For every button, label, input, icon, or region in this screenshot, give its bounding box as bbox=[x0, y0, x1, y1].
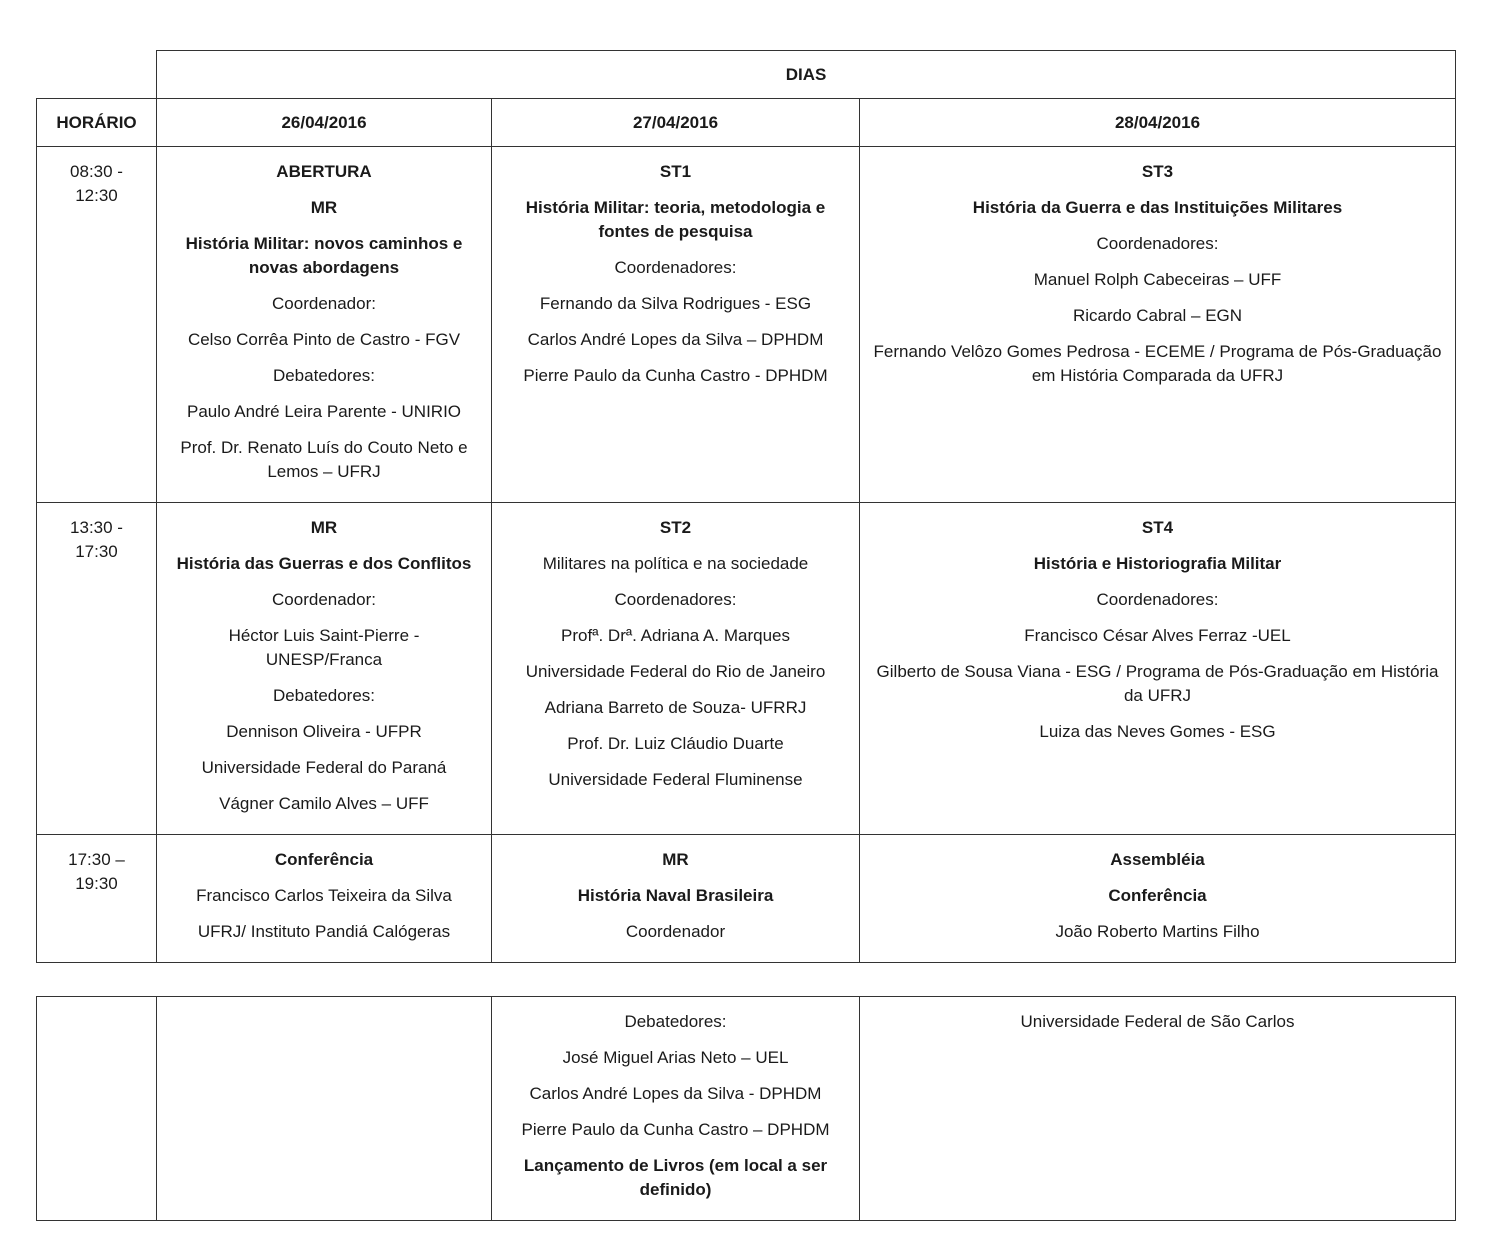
session-line: Carlos André Lopes da Silva – DPHDM bbox=[527, 330, 824, 349]
session-row-morning bbox=[37, 147, 1456, 503]
time-start: 08:30 - bbox=[70, 162, 123, 181]
session-line: Coordenador bbox=[625, 922, 726, 941]
days-header-row bbox=[37, 51, 1456, 99]
session-line: Carlos André Lopes da Silva - DPHDM bbox=[529, 1084, 822, 1103]
session-line: Debatedores: bbox=[272, 366, 376, 385]
session-heading: Conferência bbox=[1108, 886, 1207, 905]
session-line: Universidade Federal do Rio de Janeiro bbox=[525, 662, 826, 681]
session-heading: ST1 bbox=[659, 162, 692, 181]
session-line: Dennison Oliveira - UFPR bbox=[226, 722, 422, 741]
continuation-table bbox=[36, 996, 1456, 1221]
date-header-day3: 28/04/2016 bbox=[860, 99, 1456, 147]
session-line: Fernando Velôzo Gomes Pedrosa - ECEME / Programa de Pós-Graduação em História Comparada da UFRJ bbox=[873, 342, 1442, 385]
session-row-afternoon bbox=[37, 503, 1456, 835]
days-header: DIAS bbox=[157, 51, 1456, 99]
session-heading: Conferência bbox=[274, 850, 374, 869]
session-heading: MR bbox=[662, 850, 689, 869]
session-line: Pierre Paulo da Cunha Castro – DPHDM bbox=[521, 1120, 830, 1139]
session-heading: MR bbox=[310, 198, 338, 217]
session-line: Universidade Federal do Paraná bbox=[201, 758, 447, 777]
session-line: Luiza das Neves Gomes - ESG bbox=[1039, 722, 1276, 741]
session-heading: História da Guerra e das Instituições Militares bbox=[972, 198, 1343, 217]
session-heading: História Naval Brasileira bbox=[577, 886, 774, 905]
time-end: 19:30 bbox=[75, 874, 118, 893]
session-cell bbox=[860, 147, 1456, 503]
session-line: Pierre Paulo da Cunha Castro - DPHDM bbox=[523, 366, 828, 385]
session-line: Militares na política e na sociedade bbox=[542, 554, 809, 573]
session-heading: ST3 bbox=[1141, 162, 1174, 181]
session-line: Manuel Rolph Cabeceiras – UFF bbox=[1033, 270, 1282, 289]
continuation-cell bbox=[157, 997, 492, 1221]
session-heading: História das Guerras e dos Conflitos bbox=[176, 554, 472, 573]
time-start: 13:30 - bbox=[70, 518, 123, 537]
corner-blank-cell bbox=[37, 51, 157, 99]
session-line: Coordenador: bbox=[272, 294, 376, 313]
session-line: Debatedores: bbox=[272, 686, 376, 705]
session-cell bbox=[860, 503, 1456, 835]
session-line: Fernando da Silva Rodrigues - ESG bbox=[539, 294, 812, 313]
session-line: UFRJ/ Instituto Pandiá Calógeras bbox=[197, 922, 451, 941]
session-line: Universidade Federal Fluminense bbox=[548, 770, 803, 789]
session-heading: ST2 bbox=[659, 518, 692, 537]
session-line: Héctor Luis Saint-Pierre - UNESP/Franca bbox=[228, 626, 420, 669]
time-start: 17:30 – bbox=[68, 850, 125, 869]
session-line: Coordenadores: bbox=[1096, 590, 1219, 609]
session-line: Ricardo Cabral – EGN bbox=[1072, 306, 1243, 325]
session-line: Vágner Camilo Alves – UFF bbox=[219, 794, 429, 813]
session-line: Debatedores: bbox=[624, 1012, 727, 1031]
session-row-evening bbox=[37, 835, 1456, 963]
session-line: Gilberto de Sousa Viana - ESG / Programa de Pós-Graduação em História da UFRJ bbox=[876, 662, 1439, 705]
time-cell bbox=[37, 835, 157, 963]
schedule-table bbox=[36, 50, 1456, 963]
date-header-day2: 27/04/2016 bbox=[492, 99, 860, 147]
time-cell bbox=[37, 503, 157, 835]
time-cell bbox=[37, 147, 157, 503]
session-line: Celso Corrêa Pinto de Castro - FGV bbox=[187, 330, 461, 349]
session-heading: História Militar: teoria, metodologia e fontes de pesquisa bbox=[525, 198, 826, 241]
session-heading: MR bbox=[310, 518, 338, 537]
continuation-time-cell bbox=[37, 997, 157, 1221]
session-line: Adriana Barreto de Souza- UFRRJ bbox=[544, 698, 807, 717]
session-line: Francisco Carlos Teixeira da Silva bbox=[196, 886, 452, 905]
session-cell bbox=[492, 147, 860, 503]
session-cell bbox=[492, 835, 860, 963]
session-cell bbox=[157, 147, 492, 503]
session-cell bbox=[492, 503, 860, 835]
session-line: Paulo André Leira Parente - UNIRIO bbox=[186, 402, 462, 421]
continuation-cell bbox=[492, 997, 860, 1221]
session-line: Coordenador: bbox=[272, 590, 376, 609]
session-heading: História Militar: novos caminhos e novas abordagens bbox=[185, 234, 463, 277]
session-line: Coordenadores: bbox=[614, 258, 737, 277]
time-end: 12:30 bbox=[75, 186, 118, 205]
session-line: Francisco César Alves Ferraz -UEL bbox=[1024, 626, 1291, 645]
session-cell bbox=[157, 835, 492, 963]
session-line: Profª. Drª. Adriana A. Marques bbox=[561, 626, 790, 645]
session-heading: ST4 bbox=[1141, 518, 1174, 537]
session-heading: Assembléia bbox=[1110, 850, 1205, 869]
session-line: Coordenadores: bbox=[1096, 234, 1219, 253]
session-line: Coordenadores: bbox=[614, 590, 737, 609]
session-heading: ABERTURA bbox=[276, 162, 372, 181]
horario-header: HORÁRIO bbox=[37, 99, 157, 147]
continuation-cell bbox=[860, 997, 1456, 1221]
session-line: Universidade Federal de São Carlos bbox=[1020, 1012, 1295, 1031]
time-end: 17:30 bbox=[75, 542, 118, 561]
session-cell bbox=[860, 835, 1456, 963]
session-line: João Roberto Martins Filho bbox=[1055, 922, 1260, 941]
continuation-row bbox=[37, 997, 1456, 1221]
session-heading: História e Historiografia Militar bbox=[1033, 554, 1282, 573]
session-heading: Lançamento de Livros (em local a ser definido) bbox=[523, 1156, 828, 1199]
session-line: Prof. Dr. Luiz Cláudio Duarte bbox=[567, 734, 784, 753]
session-line: Prof. Dr. Renato Luís do Couto Neto e Lemos – UFRJ bbox=[180, 438, 468, 481]
session-cell bbox=[157, 503, 492, 835]
session-line: José Miguel Arias Neto – UEL bbox=[562, 1048, 789, 1067]
date-header-day1: 26/04/2016 bbox=[157, 99, 492, 147]
dates-header-row bbox=[37, 99, 1456, 147]
